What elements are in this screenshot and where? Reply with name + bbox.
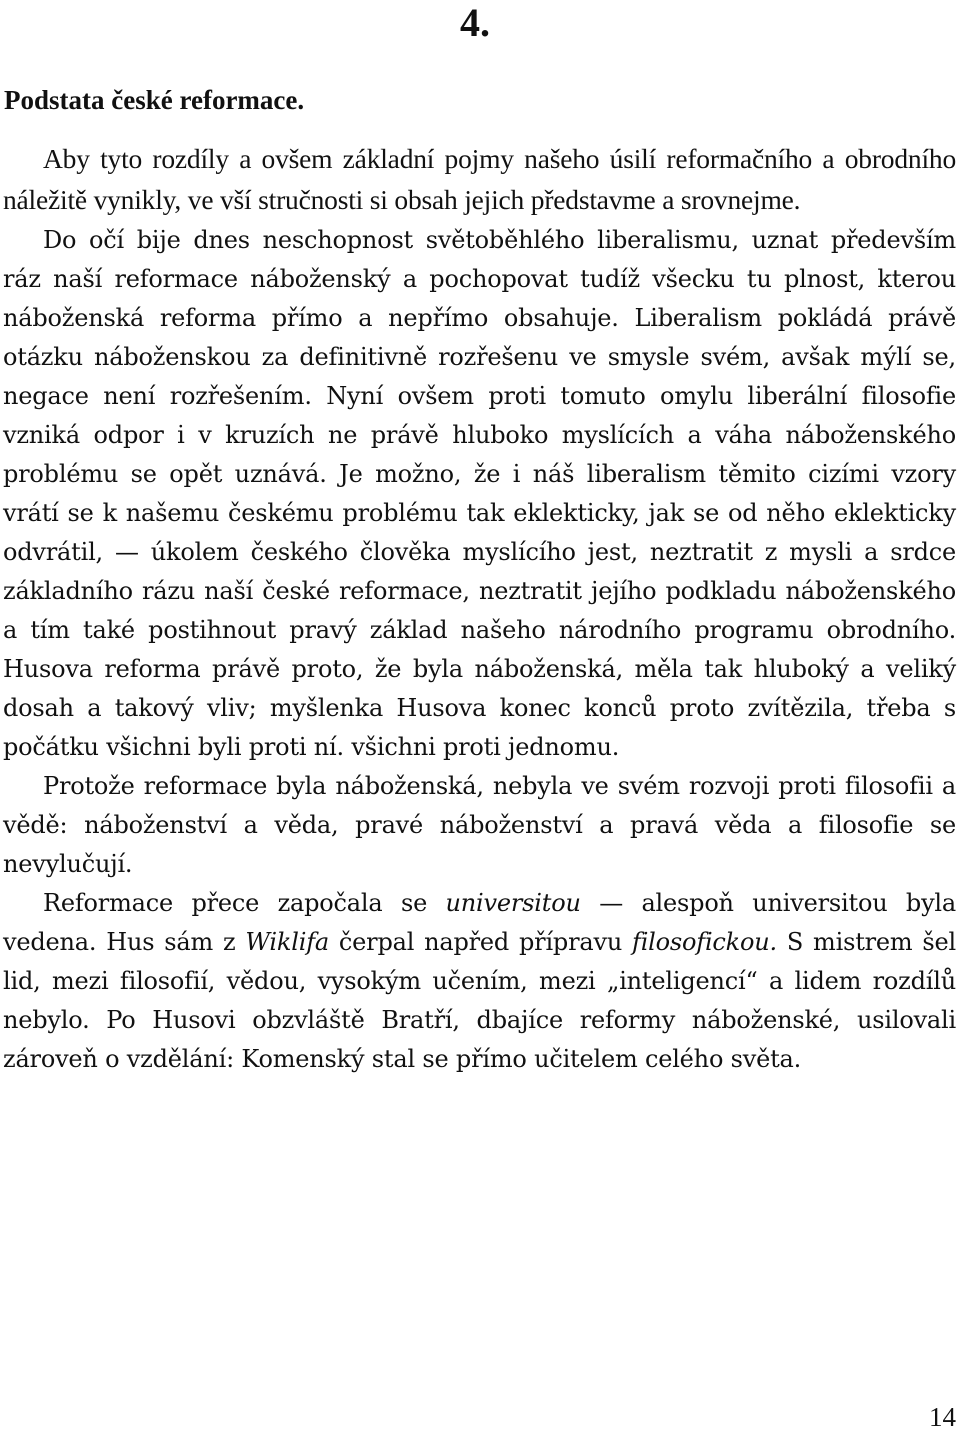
paragraph-3 (3, 884, 956, 1079)
paragraph-1-sentence-1: Aby tyto rozdíly a ovšem základní pojmy našeho úsilí reformačního a obrodního náležitě vynikly, ve vší stručnosti si obsah jejich představme a srovnejme. (3, 143, 956, 215)
italic-filosofickou: filosofickou. (632, 928, 777, 956)
paragraph-3-text-4: S mistrem šel lid, mezi filosofií, vědou, vysokým učením, mezi „inteligencí“ a lidem rozdílů nebylo. Po Husovi obzvláště Bratří, dbajíce reformy náboženské, usilovali zároveň o vzdělání: Komenský stal se přímo učitelem celého světa. (3, 928, 957, 1073)
paragraph-3-text-3: čerpal napřed přípravu (338, 928, 623, 956)
italic-universitou: universitou (445, 889, 581, 917)
page-number: 14 (929, 1402, 956, 1432)
paragraph-3-text-1: Reformace přece započala se (43, 889, 428, 917)
paragraph-1-sentence-2: Do očí bije dnes neschopnost světoběhlého liberalismu, uznat především ráz naší reformace náboženský a pochopovat tudíž všecku tu plnost, kterou náboženská reforma přímo a nepřímo obsahuje. Liberalism pokládá právě otázku náboženskou za definitivně rozřešenu ve smysle svém, avšak mýlí se, negace není rozřešením. Nyní ovšem proti tomuto omylu liberální filosofie vzniká odpor i v kruzích ne právě hluboko myslících a váha náboženského problému se opět uznává. Je možno, že i náš liberalism těmito cizími vzory vrátí se k našemu českému problému tak eklekticky, jak se od něho eklekticky odvrátil, — úkolem českého člověka myslícího jest, neztratit z mysli a srdce základního rázu naší české reformace, neztratit jejího podkladu náboženského a tím také postihnout pravý základ našeho národního programu obrodního. Husova reforma právě proto, že byla náboženská, měla tak hluboký a veliký dosah a takový vliv; myšlenka Husova konec konců proto zvítězila, třeba s počátku všichni byli proti ní. všichni proti jednomu. (3, 226, 956, 761)
paragraph-2: Protože reformace byla náboženská, nebyla ve svém rozvoji proti filosofii a vědě: náboženství a věda, pravé náboženství a pravá věda a filosofie se nevylučují. (3, 772, 956, 878)
body-text (3, 139, 956, 1079)
chapter-number: 4. (460, 0, 490, 45)
paragraph-1 (3, 139, 956, 767)
italic-wiklifa: Wiklifa (245, 928, 329, 956)
paragraph-3-text-2: — alespoň universitou byla vedena. Hus sám z (3, 889, 957, 956)
section-heading: Podstata české reformace. (4, 85, 305, 115)
